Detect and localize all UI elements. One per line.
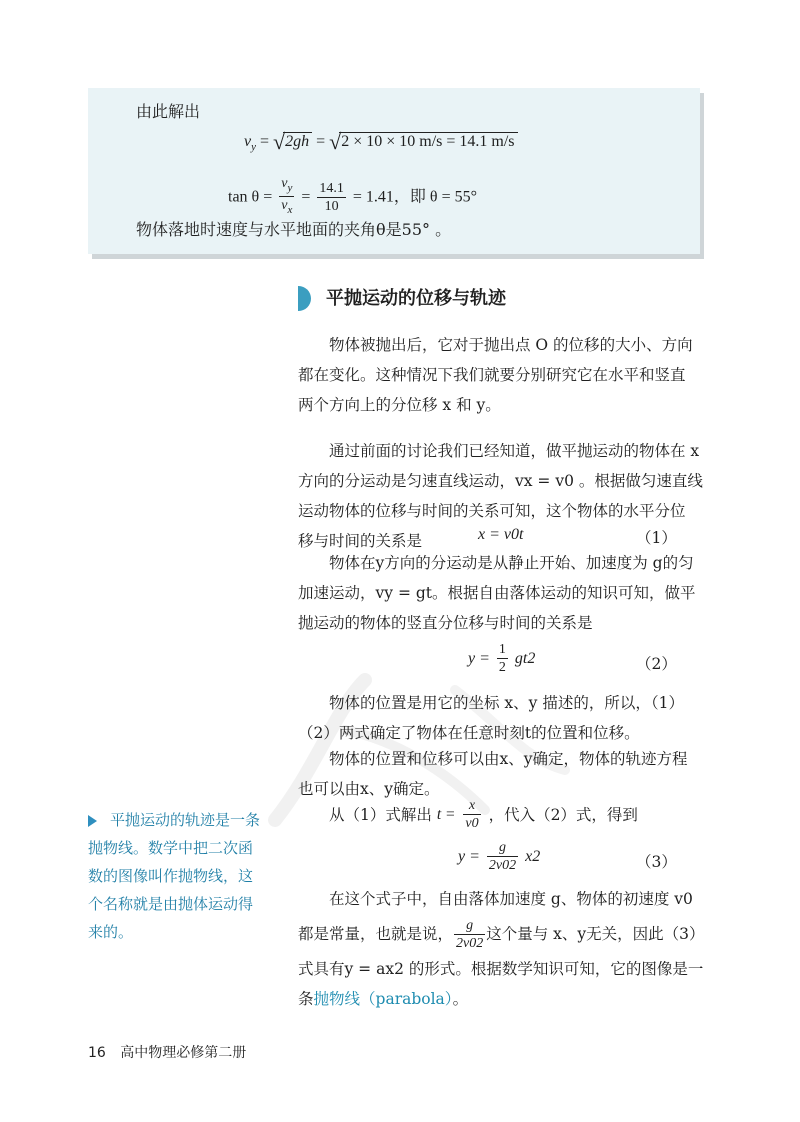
equation-2-number: （2） [636, 655, 677, 673]
equation-3: y = $\frac{g}{2v02}$ x2 [458, 840, 541, 873]
paragraph-1: 物体被抛出后，它对于抛出点 O 的位移的大小、方向 都在变化。这种情况下我们就要分别研究它在水平和竖直 两个方向上的分位移 x 和 y。 [298, 336, 693, 414]
paragraph-4: 物体的位置是用它的坐标 x、y 描述的，所以，（1） （2）两式确定了物体在任意时刻t的位置和位移。 [298, 694, 684, 742]
page-number: 16 [88, 1045, 106, 1061]
equation-1-number: （1） [636, 529, 677, 547]
page-footer [88, 1042, 246, 1062]
vy-equation: $v_y = √2gh = √2 \times 10 \times 10$ m/s = 14.1 m/s [244, 132, 518, 157]
example-intro: 由此解出 [136, 102, 201, 121]
section-marker-icon [298, 286, 311, 311]
paragraph-6: 从（1）式解出 t = $\frac{x}{v0}$ ，代入（2）式，得到 [329, 798, 638, 831]
equation-1: x = v0t [478, 526, 524, 543]
paragraph-2: 通过前面的讨论我们已经知道，做平抛运动的物体在 x 方向的分运动是匀速直线运动，vx = v0 。根据做匀速直线 运动物体的位移与时间的关系可知，这个物体的水平分位 移与时间的关系是 [298, 442, 703, 550]
book-title: 高中物理必修第二册 [120, 1045, 247, 1061]
example-solution-box [88, 88, 700, 254]
paragraph-3: 物体在y方向的分运动是从静止开始、加速度为 g的匀 加速运动，vy = gt。根据自由落体运动的知识可知，做平 抛运动的物体的竖直分位移与时间的关系是 [298, 554, 696, 632]
section-title: 平抛运动的位移与轨迹 [326, 288, 506, 309]
tan-equation: tan θ = $\frac{v_y}{v_x}$ = $\frac{14.1}{10}$ = 1.41，即 θ = 55° [228, 176, 477, 220]
example-conclusion: 物体落地时速度与水平地面的夹角θ是55° 。 [136, 220, 452, 239]
side-note: 平抛运动的轨迹是一条 抛物线。数学中把二次函 数的图像叫作抛物线，这 个名称就是由抛体运动得 来的。 [88, 811, 261, 941]
note-arrow-icon [88, 815, 97, 827]
term-parabola: 抛物线 [313, 990, 361, 1008]
equation-2: y = $\frac{1}{2}$ gt2 [468, 642, 536, 675]
tan-fraction: $\frac{v_y}{v_x}$ [281, 176, 293, 216]
sqrt-icon: √ [329, 129, 342, 154]
tan-value-fraction: $\frac{14.1}{10}$ [319, 180, 344, 214]
sqrt-icon: √ [273, 129, 286, 154]
paragraph-5: 物体的位置和位移可以由x、y确定，物体的轨迹方程 也可以由x、y确定。 [298, 750, 688, 798]
paragraph-7: 在这个式子中，自由落体加速度 g、物体的初速度 v0 都是常量，也就是说， $\frac{g}{2v02}$ 这个量与 x、y无关，因此（3） 式具有y = ax2 的形式。根据数学知识可知，它的图像是一 条抛物线（parabola）。 [298, 890, 705, 1008]
equation-3-number: （3） [636, 853, 677, 871]
